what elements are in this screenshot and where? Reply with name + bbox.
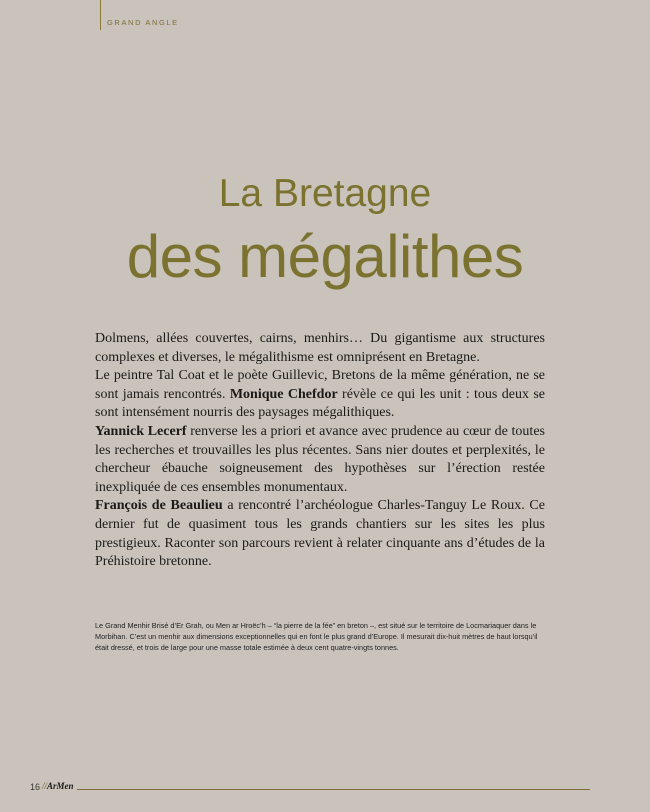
author-name: François de Beaulieu bbox=[95, 498, 223, 514]
author-name: Yannick Lecerf bbox=[95, 423, 187, 439]
intro-paragraph-4 bbox=[95, 497, 545, 571]
photo-caption: Le Grand Menhir Brisé d’Er Grah, ou Men ar Hroëc’h – “la pierre de la fée” en breton –, est situé sur le territoire de Locmariaquer dans le Morbihan. C’est un menhir aux dimensions exceptionnelles qui en font le plus grand d’Europe. Il mesurait dix-huit mètres de haut lorsqu’il était dressé, et trois de large pour une masse totale estimée à deux cent quatre-vingts tonnes. bbox=[95, 621, 538, 652]
intro-paragraph-2 bbox=[95, 367, 545, 423]
intro-p2-text: Le peintre Tal Coat et le poète Guillevic, Bretons de la même génération, ne se sont jamais rencontrés. bbox=[95, 368, 545, 402]
intro-p4-text: a rencontré l’archéologue Charles-Tanguy Le Roux. Ce dernier fut de quasiment tous les grands chantiers sur les sites les plus prestigieux. Raconter son parcours revient à relater cinquante ans d’études de la Préhistoire bretonne. bbox=[95, 498, 545, 570]
title-line-1: La Bretagne bbox=[218, 172, 432, 215]
intro-paragraph-1: Dolmens, allées couvertes, cairns, menhirs… Du gigantisme aux structures complexes et diverses, le mégalithisme est omniprésent en Bretagne. bbox=[95, 331, 545, 365]
magazine-logo bbox=[42, 781, 77, 791]
magazine-name: ArMen bbox=[47, 781, 74, 791]
footer-rule bbox=[30, 789, 590, 790]
intro-p2-text: révèle ce qui les unit : tous deux se sont intensément nourris des paysages mégalithiques. bbox=[95, 386, 545, 421]
intro-text bbox=[95, 330, 545, 572]
logo-slash-icon: // bbox=[42, 781, 48, 791]
section-label: GRAND ANGLE bbox=[107, 18, 179, 27]
page-number: 16 bbox=[30, 782, 41, 792]
header-rule bbox=[100, 0, 101, 30]
author-name: Monique Chefdor bbox=[229, 386, 338, 402]
title-line-2: des mégalithes bbox=[126, 223, 524, 290]
intro-p3-text: renverse les a priori et avance avec prudence au cœur de toutes les recherches et trouvailles les plus récentes. Sans nier doutes et perplexités, le chercheur ébauche soigneusement des hypothèses sur l’érection restée inexpliquée de ces ensembles monumentaux. bbox=[95, 423, 545, 495]
intro-paragraph-3 bbox=[95, 423, 545, 497]
